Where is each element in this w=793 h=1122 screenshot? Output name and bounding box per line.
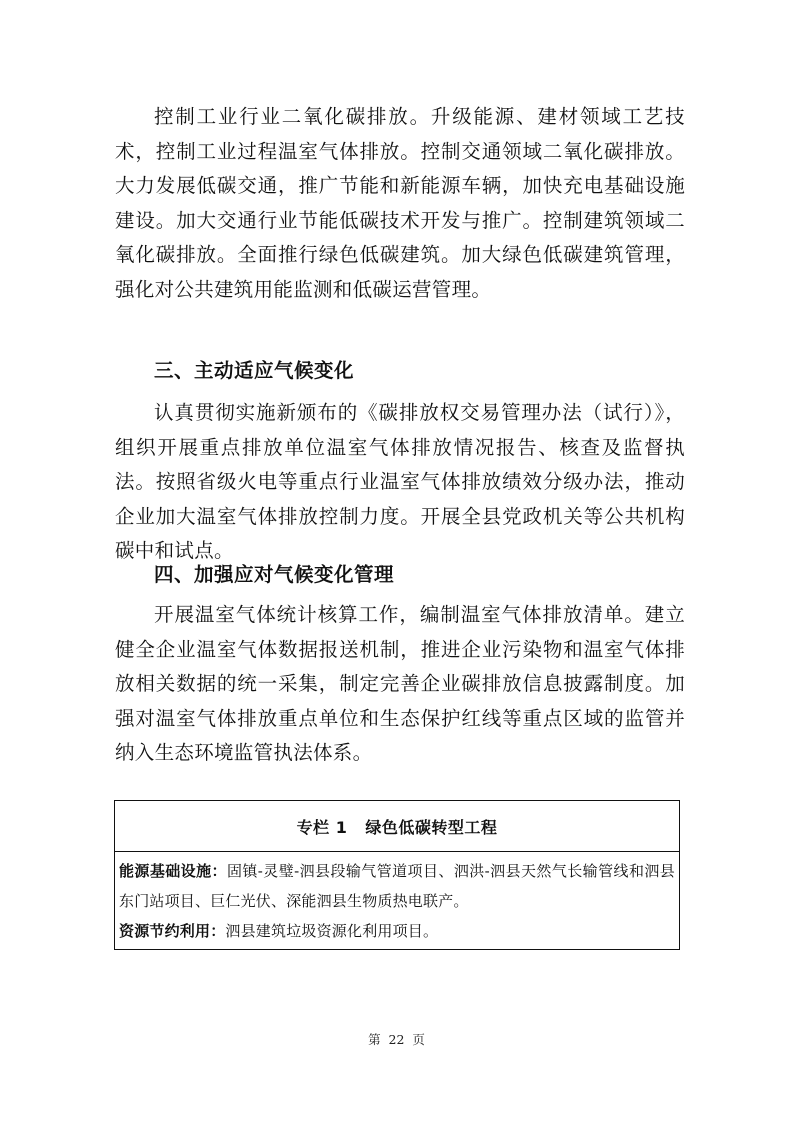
feature-box-green-transition (114, 800, 680, 950)
feature-box-body (115, 852, 679, 946)
section-heading-climate-management: 四、加强应对气候变化管理 (154, 563, 395, 586)
box-item-text: 固镇-灵璧-泗县段输气管道项目、泗洪-泗县天然气长输管线和泗县东门站项目、巨仁光伏、深能泗县生物质热电联产。 (119, 862, 675, 910)
section-heading-adapt-climate: 三、主动适应气候变化 (154, 359, 355, 382)
box-item-label: 能源基础设施： (119, 862, 227, 880)
paragraph-carbon-trading: 认真贯彻实施新颁布的《碳排放权交易管理办法（试行）》，组织开展重点排放单位温室气体排放情况报告、核查及监督执法。按照省级火电等重点行业温室气体排放绩效分级办法，推动企业加大温室气体排放控制力度。开展全县党政机关等公共机构碳中和试点。 (115, 401, 685, 562)
feature-box-number: 专栏 1 (296, 817, 348, 837)
box-item-text: 泗县建筑垃圾资源化利用项目。 (225, 922, 439, 940)
box-item-resource-saving (119, 916, 675, 946)
box-item-energy-infrastructure (119, 856, 675, 916)
feature-box-title (115, 801, 679, 852)
page-number: 第 22 页 (368, 1032, 425, 1047)
paragraph-ghg-accounting: 开展温室气体统计核算工作，编制温室气体排放清单。建立健全企业温室气体数据报送机制，推进企业污染物和温室气体排放相关数据的统一采集，制定完善企业碳排放信息披露制度。加强对温室气体排放重点单位和生态保护红线等重点区域的监管并纳入生态环境监管执法体系。 (115, 603, 685, 764)
box-item-label: 资源节约利用： (119, 922, 226, 940)
paragraph-industry-emissions: 控制工业行业二氧化碳排放。升级能源、建材领域工艺技术，控制工业过程温室气体排放。控制交通领域二氧化碳排放。大力发展低碳交通，推广节能和新能源车辆，加快充电基础设施建设。加大交通行业节能低碳技术开发与推广。控制建筑领域二氧化碳排放。全面推行绿色低碳建筑。加大绿色低碳建筑管理，强化对公共建筑用能监测和低碳运营管理。 (115, 105, 685, 301)
feature-box-title-text: 绿色低碳转型工程 (365, 817, 498, 837)
